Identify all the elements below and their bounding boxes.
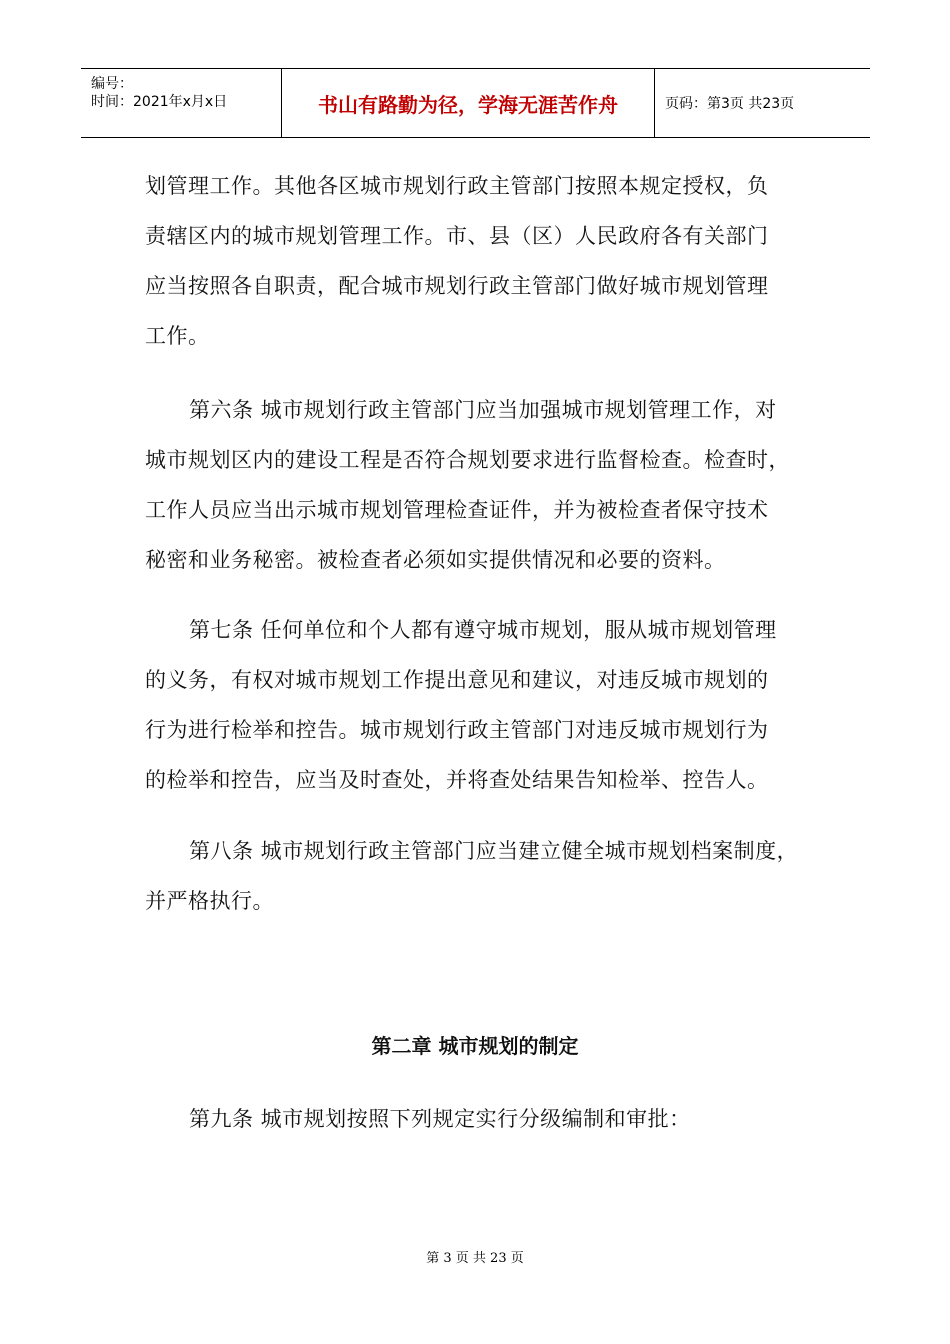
body-line: 划管理工作。其他各区城市规划行政主管部门按照本规定授权，负 xyxy=(145,174,769,198)
body-line: 行为进行检举和控告。城市规划行政主管部门对违反城市规划行为 xyxy=(145,718,769,742)
article-8-line: 第八条 城市规划行政主管部门应当建立健全城市规划档案制度， xyxy=(189,839,799,863)
header-table xyxy=(81,68,870,138)
body-line: 工作。 xyxy=(145,324,210,348)
body-line: 的义务，有权对城市规划工作提出意见和建议，对违反城市规划的 xyxy=(145,668,769,692)
body-line: 工作人员应当出示城市规划管理检查证件，并为被检查者保守技术 xyxy=(145,498,769,522)
article-6-line: 第六条 城市规划行政主管部门应当加强城市规划管理工作，对 xyxy=(189,398,777,422)
body-line: 并严格执行。 xyxy=(145,889,274,913)
article-9-line: 第九条 城市规划按照下列规定实行分级编制和审批： xyxy=(189,1107,691,1131)
body-line: 城市规划区内的建设工程是否符合规划要求进行监督检查。检查时， xyxy=(145,448,790,472)
body-line: 秘密和业务秘密。被检查者必须如实提供情况和必要的资料。 xyxy=(145,548,726,572)
body-line: 的检举和控告，应当及时查处，并将查处结果告知检举、控告人。 xyxy=(145,768,769,792)
header-motto: 书山有路勤为径，学海无涯苦作舟 xyxy=(282,69,655,137)
body-line: 应当按照各自职责，配合城市规划行政主管部门做好城市规划管理 xyxy=(145,274,769,298)
header-page-info: 页码：第3页 共23页 xyxy=(665,96,795,112)
serial-label: 编号： xyxy=(91,76,133,92)
chapter-title: 第二章 城市规划的制定 xyxy=(371,1034,579,1058)
date-line: 时间：2021年x月x日 xyxy=(91,94,228,110)
article-7-line: 第七条 任何单位和个人都有遵守城市规划，服从城市规划管理 xyxy=(189,618,777,642)
body-line: 责辖区内的城市规划管理工作。市、县（区）人民政府各有关部门 xyxy=(145,224,769,248)
header-meta-cell xyxy=(81,69,282,137)
page-footer: 第 3 页 共 23 页 xyxy=(426,1251,524,1266)
